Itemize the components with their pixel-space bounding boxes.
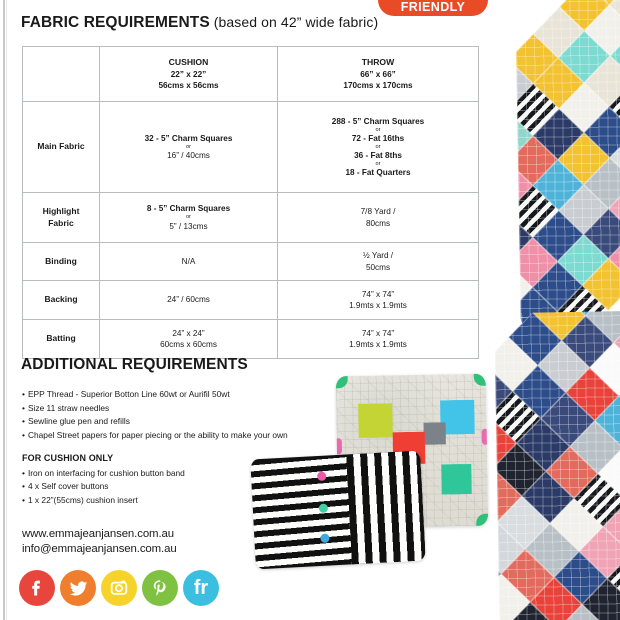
fabric-heading-note: (based on 42” wide fabric): [209, 14, 379, 30]
table-row: [23, 320, 479, 359]
or-word: or: [186, 214, 191, 221]
value-line: 288 - 5” Charm Squares: [331, 116, 425, 126]
row-label-line1: Highlight: [42, 206, 80, 217]
email-address[interactable]: info@emmajeanjansen.com.au: [22, 543, 177, 555]
fabric-requirements-heading: [21, 14, 378, 32]
throw-size-inches: 66” x 66”: [360, 69, 396, 79]
value-line: 16” / 40cms: [167, 151, 210, 161]
cell-backing-cushion: [100, 281, 278, 320]
header-cell-cushion: [100, 47, 278, 102]
cushion-only-list: [22, 452, 185, 507]
cushion-striped-photo: [250, 451, 426, 570]
facebook-icon[interactable]: [19, 570, 55, 606]
table-row: [23, 102, 479, 193]
additional-requirements-heading: ADDITIONAL REQUIREMENTS: [21, 356, 248, 373]
quilt-photo-top: [515, 0, 620, 327]
cushion-only-heading: FOR CUSHION ONLY: [22, 453, 114, 463]
row-label-line2: Fabric: [48, 217, 74, 228]
throw-header-label: THROW: [361, 57, 395, 68]
cell-batting-throw: [278, 320, 479, 359]
value-line: 50cms: [365, 262, 391, 272]
badge-label: FRIENDLY: [400, 0, 466, 14]
value-line: 80cms: [365, 218, 391, 228]
fabric-heading-bold: FABRIC REQUIREMENTS: [21, 14, 210, 31]
cell-highlight-fabric-cushion: [100, 193, 278, 243]
plus-block-green: [358, 403, 393, 438]
social-links: [19, 570, 219, 606]
table-row: [23, 243, 479, 281]
contact-details: [22, 527, 177, 557]
value-line: 36 - Fat 8ths: [354, 151, 402, 161]
value-line: 72 - Fat 16ths: [351, 133, 405, 143]
value-line: 1.9mts x 1.9mts: [349, 340, 407, 349]
cell-binding-throw: [278, 243, 479, 281]
list-item: • Iron on interfacing for cushion button band: [22, 467, 185, 481]
value-line: N/A: [181, 256, 196, 266]
additional-requirements-list: [22, 388, 288, 442]
website-url[interactable]: www.emmajeanjansen.com.au: [22, 528, 174, 540]
list-item: • Size 11 straw needles: [22, 402, 288, 416]
list-item: • Chapel Street papers for paper piecing or the ability to make your own: [22, 429, 288, 443]
instagram-icon[interactable]: [101, 570, 137, 606]
value-line: ½ Yard /: [362, 251, 394, 261]
button-dot-pink: [317, 472, 326, 481]
twitter-icon[interactable]: [60, 570, 96, 606]
plus-block-grey: [424, 422, 446, 444]
cushion-size-cms: 56cms x 56cms: [158, 80, 219, 90]
row-label-highlight-fabric: [23, 193, 100, 243]
value-line: 8 - 5” Charm Squares: [146, 204, 231, 214]
cell-backing-throw: [278, 281, 479, 320]
friendly-badge: [378, 0, 488, 16]
fabric-requirements-table: [22, 46, 479, 359]
value-line: 74” x 74”: [361, 328, 395, 338]
list-item: • 4 x Self cover buttons: [22, 480, 185, 494]
list-item: • 1 x 22”(55cms) cushion insert: [22, 494, 185, 508]
list-item: • EPP Thread - Superior Botton Line 60wt or Aurifil 50wt: [22, 388, 288, 402]
row-label-backing: Backing: [23, 281, 100, 320]
header-cell-blank: [23, 47, 100, 102]
value-line: 18 - Fat Quarters: [345, 168, 411, 178]
cushion-header-label: CUSHION: [168, 57, 209, 68]
throw-size-cms: 170cms x 170cms: [343, 80, 413, 90]
cushion-vertical-stripe-panel: [346, 451, 426, 565]
cushion-edge-pink-left: [336, 438, 342, 454]
cell-main-fabric-cushion: [100, 102, 278, 193]
or-word: or: [375, 126, 381, 133]
row-label-binding: Binding: [23, 243, 100, 281]
header-cell-throw: [278, 47, 479, 102]
pinterest-icon[interactable]: [142, 570, 178, 606]
page-edge-shadow: [6, 0, 7, 620]
plus-block-teal: [441, 464, 472, 495]
table-row: [23, 193, 479, 243]
button-dot-mint: [319, 504, 328, 513]
row-label-batting: Batting: [23, 320, 100, 359]
cell-binding-cushion: [100, 243, 278, 281]
button-dot-blue: [320, 533, 329, 542]
flickr-glyph: fr: [193, 577, 209, 599]
value-line: 24” / 60cms: [167, 295, 210, 305]
or-word: or: [186, 143, 191, 150]
quilt-photo-bottom: [494, 311, 620, 620]
cell-highlight-fabric-throw: [278, 193, 479, 243]
cell-main-fabric-throw: [278, 102, 479, 193]
cell-batting-cushion: [100, 320, 278, 359]
flickr-icon[interactable]: [183, 570, 219, 606]
table-row: [23, 281, 479, 320]
value-line: 1.9mts x 1.9mts: [349, 301, 407, 310]
value-line: 5” / 13cms: [169, 221, 208, 231]
cushion-size-inches: 22” x 22”: [170, 69, 207, 79]
value-line: 7/8 Yard /: [360, 207, 396, 217]
cushion-edge-pink-right: [482, 429, 489, 445]
page-edge-line: [3, 0, 5, 620]
row-label-main-fabric: Main Fabric: [23, 102, 100, 193]
value-line: 24” x 24”: [172, 328, 205, 338]
value-line: 74” x 74”: [361, 289, 395, 299]
value-line: 32 - 5” Charm Squares: [144, 133, 233, 143]
table-header-row: [23, 47, 479, 102]
or-word: or: [375, 161, 381, 168]
list-item: • Sewline glue pen and refills: [22, 415, 288, 429]
or-word: or: [375, 143, 381, 150]
value-line: 60cms x 60cms: [160, 340, 217, 349]
